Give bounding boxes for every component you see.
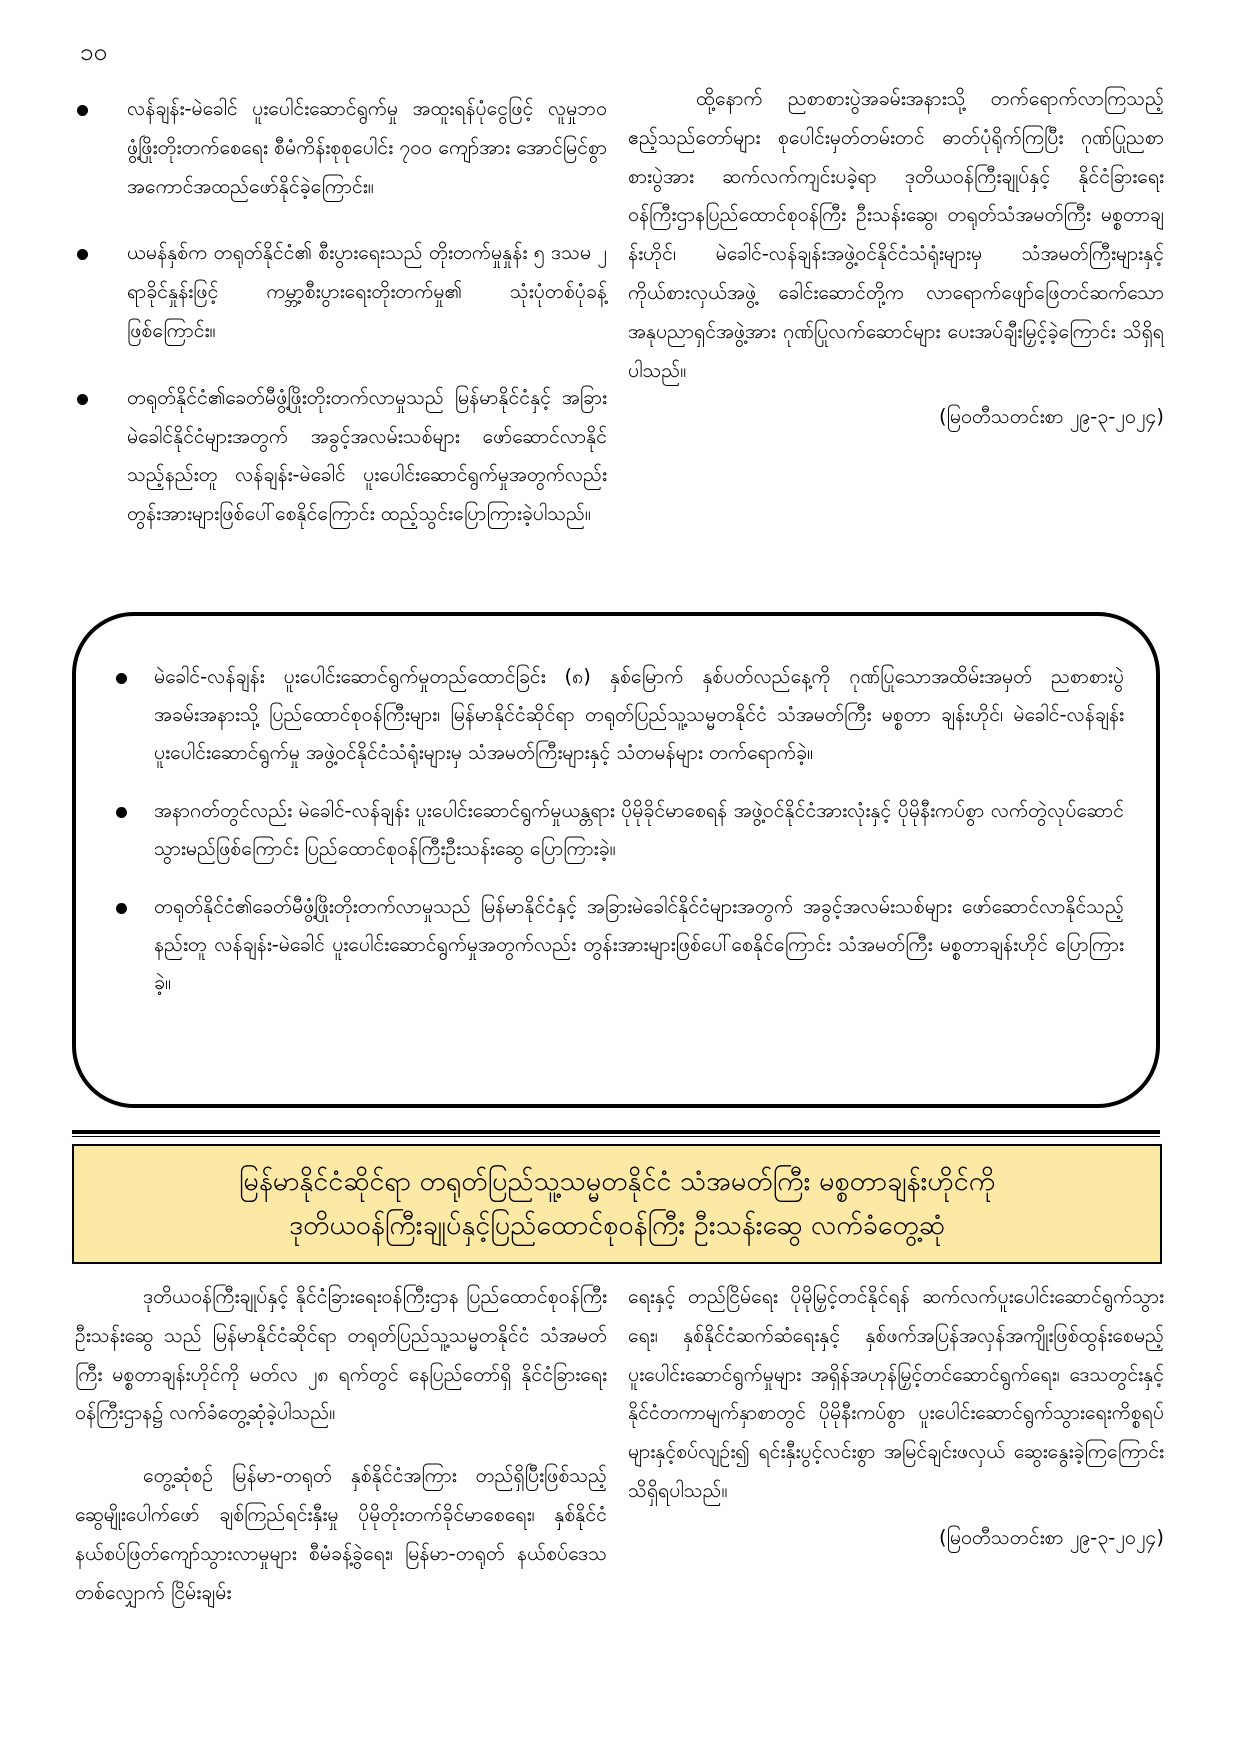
list-item: တရုတ်နိုင်ငံ၏ခေတ်မီဖွံ့ဖြိုးတိုးတက်လာမှုသည် မြန်မာနိုင်ငံနှင့် အခြားမဲခေါင်နိုင်ငံများအတွက် အခွင့်အလမ်းသစ်များ ဖော်ဆောင်လာနိုင်သည့်နည်းတူ လန်ချန်း-မဲခေါင် ပူးပေါင်းဆောင်ရွက်မှုအတွက်လည်း တွန်းအားများဖြစ်ပေါ်စေနိုင်ကြောင်း ထည့်သွင်းပြောကြားခဲ့ပါသည်။ bbox=[75, 379, 607, 534]
article-headline bbox=[72, 1144, 1162, 1264]
source-citation: (မြဝတီသတင်းစာ ၂၉-၃-၂၀၂၄) bbox=[938, 1525, 1164, 1549]
body-paragraph: ဒုတိယဝန်ကြီးချုပ်နှင့် နိုင်ငံခြားရေးဝန်ကြီးဌာန ပြည်ထောင်စုဝန်ကြီး ဦးသန်းဆွေ သည် မြန်မာနိုင်ငံဆိုင်ရာ တရုတ်ပြည်သူ့သမ္မတနိုင်ငံ သံအမတ်ကြီး မစ္စတာချန်းဟိုင်ကို မတ်လ ၂၈ ရက်တွင် နေပြည်တော်ရှိ နိုင်ငံခြားရေးဝန်ကြီးဌာန၌ လက်ခံတွေ့ဆုံခဲ့ပါသည်။ bbox=[75, 1285, 607, 1425]
list-item: မဲခေါင်-လန်ချန်း ပူးပေါင်းဆောင်ရွက်မှုတည်ထောင်ခြင်း (၈) နှစ်မြောက် နှစ်ပတ်လည်နေ့ကို ဂုဏ်ပြုသောအထိမ်းအမှတ် ညစာစားပွဲအခမ်းအနားသို့ ပြည်ထောင်စုဝန်ကြီးများ၊ မြန်မာနိုင်ငံဆိုင်ရာ တရုတ်ပြည်သူ့သမ္မတနိုင်ငံ သံအမတ်ကြီး မစ္စတာ ချန်းဟိုင်၊ မဲခေါင်-လန်ချန်းပူးပေါင်းဆောင်ရွက်မှု အဖွဲ့ဝင်နိုင်ငံသံရုံးများမှ သံအမတ်ကြီးများနှင့် သံတမန်များ တက်ရောက်ခဲ့။ bbox=[114, 658, 1124, 772]
right-bottom-column bbox=[628, 1278, 1164, 1558]
list-item: တရုတ်နိုင်ငံ၏ခေတ်မီဖွံ့ဖြိုးတိုးတက်လာမှုသည် မြန်မာနိုင်ငံနှင့် အခြားမဲခေါင်နိုင်ငံများအတွက် အခွင့်အလမ်းသစ်များ ဖော်ဆောင်လာနိုင်သည့်နည်းတူ လန်ချန်း-မဲခေါင် ပူးပေါင်းဆောင်ရွက်မှုအတွက်လည်း တွန်းအားများဖြစ်ပေါ်စေနိုင်ကြောင်း သံအမတ်ကြီး မစ္စတာချန်းဟိုင် ပြောကြားခဲ့။ bbox=[114, 888, 1124, 1002]
highlights-box bbox=[72, 612, 1160, 1108]
highlights-bullet-list bbox=[114, 658, 1124, 1022]
body-paragraph: တွေ့ဆုံစဉ် မြန်မာ-တရုတ် နှစ်နိုင်ငံအကြား တည်ရှိပြီးဖြစ်သည့် ဆွေမျိုးပေါက်ဖော် ချစ်ကြည်ရင်းနှီးမှု ပိုမိုတိုးတက်ခိုင်မာစေရေး၊ နှစ်နိုင်ငံနယ်စပ်ဖြတ်ကျော်သွားလာမှုများ စီမံခန့်ခွဲရေး၊ မြန်မာ-တရုတ် နယ်စပ်ဒေသတစ်လျှောက် ငြိမ်းချမ်း bbox=[75, 1464, 607, 1604]
headline-line-2: ဒုတိယဝန်ကြီးချုပ်နှင့်ပြည်ထောင်စုဝန်ကြီး ဦးသန်းဆွေ လက်ခံတွေ့ဆုံ bbox=[289, 1210, 945, 1241]
page-number: ၁၀ bbox=[80, 38, 107, 66]
left-top-column bbox=[75, 90, 607, 562]
section-divider-thin bbox=[72, 1136, 1160, 1137]
list-item: ယမန်နှစ်က တရုတ်နိုင်ငံ၏ စီးပွားရေးသည် တိုးတက်မှုနှုန်း ၅ ဒသမ ၂ ရာခိုင်နှုန်းဖြင့် ကမ္ဘာ့စီးပွားရေးတိုးတက်မှု၏ သုံးပုံတစ်ပုံခန့်ဖြစ်ကြောင်း။ bbox=[75, 234, 607, 350]
body-paragraph: ရေးနှင့် တည်ငြိမ်ရေး ပိုမိုမြှင့်တင်နိုင်ရန် ဆက်လက်ပူးပေါင်းဆောင်ရွက်သွားရေး၊ နှစ်နိုင်ငံဆက်ဆံရေးနှင့် နှစ်ဖက်အပြန်အလှန်အကျိုးဖြစ်ထွန်းစေမည့် ပူးပေါင်းဆောင်ရွက်မှုများ အရှိန်အဟုန်မြှင့်တင်ဆောင်ရွက်ရေး၊ ဒေသတွင်းနှင့် နိုင်ငံတကာမျက်နှာစာတွင် ပိုမိုနီးကပ်စွာ ပူးပေါင်းဆောင်ရွက်သွားရေးကိစ္စရပ်များနှင့်စပ်လျဉ်း၍ ရင်းနှီးပွင့်လင်းစွာ အမြင်ချင်းဖလှယ် ဆွေးနွေးခဲ့ကြကြောင်း သိရှိရပါသည်။ bbox=[628, 1285, 1164, 1502]
left-bottom-column bbox=[75, 1278, 607, 1612]
body-paragraph: ထို့နောက် ညစာစားပွဲအခမ်းအနားသို့ တက်ရောက်လာကြသည့် ဧည့်သည်တော်များ စုပေါင်းမှတ်တမ်းတင် ဓာတ်ပုံရိုက်ကြပြီး ဂုဏ်ပြုညစာစားပွဲအား ဆက်လက်ကျင်းပခဲ့ရာ ဒုတိယဝန်ကြီးချုပ်နှင့် နိုင်ငံခြားရေးဝန်ကြီးဌာနပြည်ထောင်စုဝန်ကြီး ဦးသန်းဆွေ၊ တရုတ်သံအမတ်ကြီး မစ္စတာချန်းဟိုင်၊ မဲခေါင်-လန်ချန်းအဖွဲ့ဝင်နိုင်ငံသံရုံးများမှ သံအမတ်ကြီးများနှင့် ကိုယ်စားလှယ်အဖွဲ့ ခေါင်းဆောင်တို့က လာရောက်ဖျော်ဖြေတင်ဆက်သော အနုပညာရှင်အဖွဲ့အား ဂုဏ်ပြုလက်ဆောင်များ ပေးအပ်ချီးမြှင့်ခဲ့ကြောင်း သိရှိရပါသည်။ bbox=[628, 87, 1164, 382]
source-citation: (မြဝတီသတင်းစာ ၂၉-၃-၂၀၂၄) bbox=[938, 405, 1164, 429]
section-divider bbox=[72, 1130, 1160, 1134]
right-top-column bbox=[628, 80, 1164, 437]
left-top-bullet-list bbox=[75, 90, 607, 534]
list-item: လန်ချန်း-မဲခေါင် ပူးပေါင်းဆောင်ရွက်မှု အထူးရန်ပုံငွေဖြင့် လူမှုဘဝဖွံ့ဖြိုးတိုးတက်စေရေး စီမံကိန်းစုစုပေါင်း ၇၀၀ ကျော်အား အောင်မြင်စွာ အကောင်အထည်ဖော်နိုင်ခဲ့ကြောင်း။ bbox=[75, 90, 607, 206]
headline-line-1: မြန်မာနိုင်ငံဆိုင်ရာ တရုတ်ပြည်သူ့သမ္မတနိုင်ငံ သံအမတ်ကြီး မစ္စတာချန်းဟိုင်ကို bbox=[238, 1166, 996, 1197]
list-item: အနာဂတ်တွင်လည်း မဲခေါင်-လန်ချန်း ပူးပေါင်းဆောင်ရွက်မှုယန္တရား ပိုမိုခိုင်မာစေရန် အဖွဲ့ဝင်နိုင်ငံအားလုံးနှင့် ပိုမိုနီးကပ်စွာ လက်တွဲလုပ်ဆောင်သွားမည်ဖြစ်ကြောင်း ပြည်ထောင်စုဝန်ကြီးဦးသန်းဆွေ ပြောကြားခဲ့။ bbox=[114, 792, 1124, 868]
